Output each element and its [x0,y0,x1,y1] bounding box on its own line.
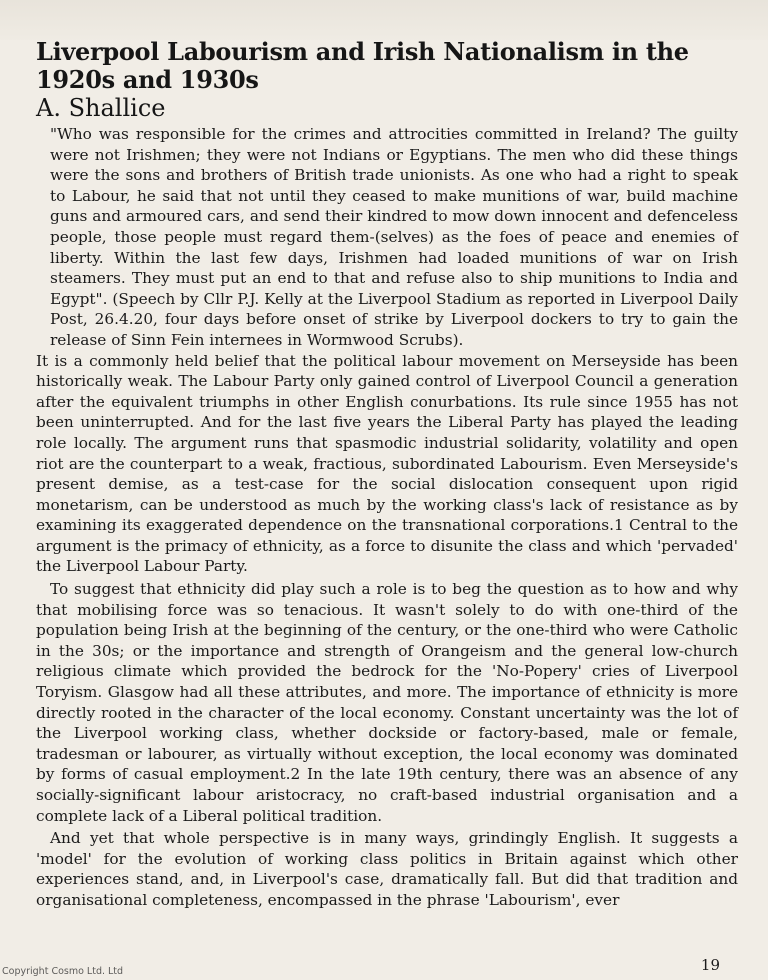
article-page [36,38,738,911]
copyright-notice: Copyright Cosmo Ltd. Ltd [2,966,124,977]
previous-page-bleed [0,0,768,40]
page-footer [0,952,768,980]
body-paragraph: And yet that whole perspective is in many ways, grindingly English. It suggests a 'model' for the evolution of working class politics in Britain against which other experiences stand, and, in Liverpool's case, dramatically fall. But did that tradition and organisational completeness, encompassed in the phrase 'Labourism', ever [36,829,738,909]
body-paragraph: It is a commonly held belief that the political labour movement on Merseyside has been historically weak. The Labour Party only gained control of Liverpool Council a generation after the equivalent triumphs in other English conurbations. Its rule since 1955 has not been uninterrupted. And for the last five years the Liberal Party has played the leading role locally. The argument runs that spasmodic industrial solidarity, volatility and open riot are the counterpart to a weak, fractious, subordinated Labourism. Even Merseyside's present demise, as a test-case for the social dislocation consequent upon rigid monetarism, can be understood as much by the working class's lack of resistance as by examining its exaggerated dependence on the transnational corporations.1 Central to the argument is the primacy of ethnicity, as a force to disunite the class and which 'pervaded' the Liverpool Labour Party. [36,351,738,576]
opening-quote: "Who was responsible for the crimes and attrocities committed in Ireland? The guilty were not Irishmen; they were not Indians or Egyptians. The men who did these things were the sons and brothers of British trade unionists. As one who had a right to speak to Labour, he said that not until they ceased to make munitions of war, build machine guns and armoured cars, and send their kindred to mow down innocent and defenceless people, those people must regard them-(selves) as the foes of peace and enemies of liberty. Within the last few days, Irishmen had loaded munitions of war on Irish steamers. They must put an end to that and refuse also to ship munitions to India and Egypt". (Speech by Cllr P.J. Kelly at the Liverpool Stadium as reported in Liverpool Daily Post, 26.4.20, four days before onset of strike by Liverpool dockers to try to gain the release of Sinn Fein internees in Wormwood Scrubs). [50,125,738,349]
article-author: A. Shallice [36,94,166,122]
body-paragraph: To suggest that ethnicity did play such a role is to beg the question as to how and why that mobilising force was so tenacious. It wasn't solely to do with one-third of the population being Irish at the beginning of the century, or the one-third who were Catholic in the 30s; or the importance and strength of Orangeism and the general low-church religious climate which provided the bedrock for the 'No-Popery' cries of Liverpool Toryism. Glasgow had all these attributes, and more. The importance of ethnicity is more directly rooted in the character of the local economy. Constant uncertainty was the lot of the Liverpool working class, whether dockside or factory-based, male or female, tradesman or labourer, as virtually without exception, the local economy was dominated by forms of casual employment.2 In the late 19th century, there was an absence of any socially-significant labour aristocracy, no craft-based industrial organisation and a complete lack of a Liberal political tradition. [36,580,738,825]
article-title: Liverpool Labourism and Irish Nationalism in the 1920s and 1930s [36,37,689,94]
page-number: 19 [700,956,720,974]
article-body [36,124,738,911]
